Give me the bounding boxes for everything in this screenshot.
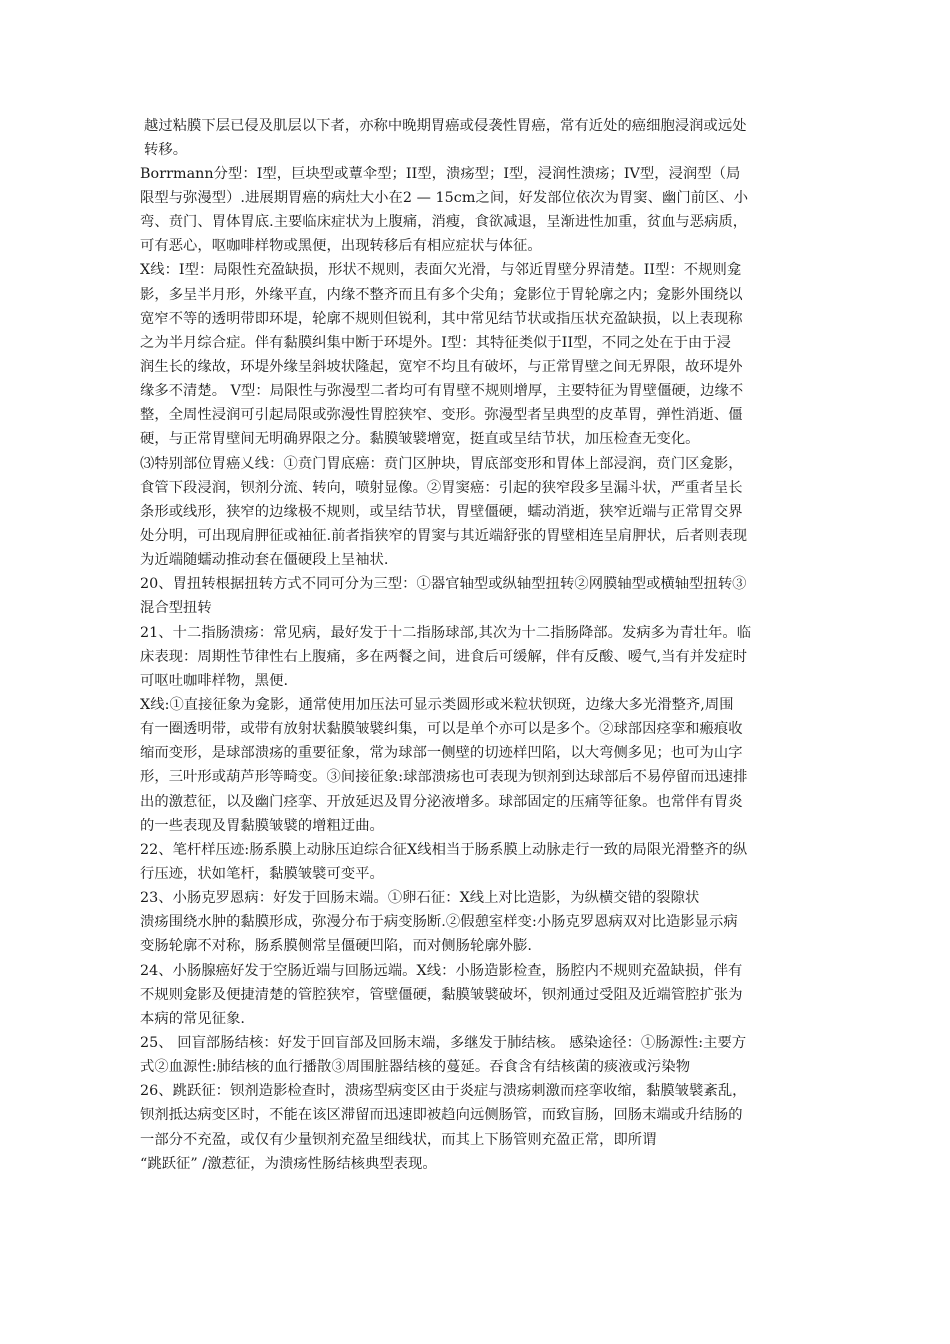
text-line: 处分明，可出现肩胛征或袖征.前者指狭窄的胃窦与其近端舒张的胃壁相连呈肩胛状，后者则表现 xyxy=(140,528,748,544)
text-line: 23、小肠克罗恩病：好发于回肠末端。①卵石征：X线上对比造影，为纵横交错的裂隙状 xyxy=(140,890,700,906)
text-line: 润生长的缘故，环堤外缘呈斜坡状隆起，宽窄不均且有破坏，与正常胃壁之间无界限，故环堤外 xyxy=(140,359,743,375)
text-line: 可呕吐咖啡样物，黑便. xyxy=(140,673,289,689)
text-line: 缩而变形，是球部溃疡的重要征象，常为球部一侧壁的切迹样凹陷，以大弯侧多见；也可为山字 xyxy=(140,745,743,761)
text-line: 之为半月综合症。伴有黏膜纠集中断于环堤外。I型：其特征类似于II型，不同之处在于由于浸 xyxy=(140,335,731,351)
text-line: 整，全周性浸润可引起局限或弥漫性胃腔狭窄、变形。弥漫型者呈典型的皮革胃，弹性消逝、僵 xyxy=(140,407,743,423)
text-line: 限型与弥漫型）.进展期胃癌的病灶大小在2 — 15cm之间，好发部位依次为胃窦、幽门前区、小 xyxy=(140,190,749,206)
text-line: 22、笔杆样压迹:肠系膜上动脉压迫综合征X线相当于肠系膜上动脉走行一致的局限光滑整齐的纵 xyxy=(140,842,748,858)
text-line: 26、跳跃征：钡剂造影检查时，溃疡型病变区由于炎症与溃疡刺激而痉挛收缩，黏膜皱襞紊乱， xyxy=(140,1083,747,1099)
text-line: 24、小肠腺癌好发于空肠近端与回肠远端。X线：小肠造影检查，肠腔内不规则充盈缺损，伴有 xyxy=(140,963,743,979)
text-line: 缘多不清楚。 V型：局限性与弥漫型二者均可有胃壁不规则增厚，主要特征为胃壁僵硬，边缘不 xyxy=(140,383,744,399)
text-line: 出的激惹征，以及幽门痉挛、开放延迟及胃分泌液增多。球部固定的压痛等征象。也常伴有胃炎 xyxy=(140,794,743,810)
text-line: 溃疡围绕水肿的黏膜形成，弥漫分布于病变肠断.②假憩室样变:小肠克罗恩病双对比造影显示病 xyxy=(140,914,738,930)
text-line: 有一圈透明带，或带有放射状黏膜皱襞纠集，可以是单个亦可以是多个。②球部因痉挛和瘢痕收 xyxy=(140,721,743,737)
text-line: 21、十二指肠溃疡：常见病，最好发于十二指肠球部,其次为十二指肠降部。发病多为青壮年。临 xyxy=(140,625,752,641)
text-line: 变肠轮廓不对称，肠系膜侧常呈僵硬凹陷，而对侧肠轮廓外膨. xyxy=(140,938,532,954)
text-line: 钡剂抵达病变区时，不能在该区滞留而迅速即被趋向远侧肠管，而致盲肠，回肠末端或升结肠的 xyxy=(140,1107,743,1123)
text-line: 硬，与正常胃壁间无明确界限之分。黏膜皱襞增宽，挺直或呈结节状，加压检查无变化。 xyxy=(140,431,700,447)
text-line: 床表现：周期性节律性右上腹痛，多在两餐之间，进食后可缓解，伴有反酸、嗳气,当有并发症时 xyxy=(140,649,748,665)
text-line: 宽窄不等的透明带即环堤，轮廓不规则但锐利，其中常见结节状或指压状充盈缺损，以上表现称 xyxy=(140,311,743,327)
text-line: 25、 回盲部肠结核：好发于回盲部及回肠末端，多继发于肺结核。 感染途径：①肠源性:主要方 xyxy=(140,1035,747,1051)
text-line: 形，三叶形或葫芦形等畸变。③间接征象:球部溃疡也可表现为钡剂到达球部后不易停留而迅速排 xyxy=(140,769,748,785)
text-line: 条形或线形，狭窄的边缘极不规则，或呈结节状，胃壁僵硬，蠕动消逝，狭窄近端与正常胃交界 xyxy=(140,504,743,520)
text-line: 食管下段浸润，钡剂分流、转向，喷射显像。②胃窦癌：引起的狭窄段多呈漏斗状，严重者呈长 xyxy=(140,480,743,496)
text-line: 不规则龛影及便捷清楚的管腔狭窄，管壁僵硬，黏膜皱襞破坏，钡剂通过受阻及近端管腔扩张为 xyxy=(140,987,743,1003)
text-line: 影，多呈半月形，外缘平直，内缘不整齐而且有多个尖角；龛影位于胃轮廓之内；龛影外围绕以 xyxy=(140,287,743,303)
text-line: ⑶特别部位胃癌乂线：①贲门胃底癌：贲门区肿块，胃底部变形和胃体上部浸润，贲门区龛影， xyxy=(140,456,743,472)
text-line: 越过粘膜下层已侵及肌层以下者，亦称中晚期胃癌或侵袭性胃癌，常有近处的癌细胞浸润或远处 xyxy=(144,118,747,134)
text-line: 行压迹，状如笔杆，黏膜皱襞可变平。 xyxy=(140,866,384,882)
text-line: 式②血源性:肺结核的血行播散③周围脏器结核的蔓延。吞食含有结核菌的痰液或污染物 xyxy=(140,1059,691,1075)
text-line: 可有恶心，呕咖啡样物或黑便，出现转移后有相应症状与体征。 xyxy=(140,238,542,254)
text-line: 的一些表现及胃黏膜皱襞的增粗迂曲。 xyxy=(140,818,384,834)
text-line: 为近端随蠕动推动套在僵硬段上呈袖状. xyxy=(140,552,389,568)
text-line: X线：I型：局限性充盈缺损，形状不规则，表面欠光滑，与邻近胃壁分界清楚。II型：不规则龛 xyxy=(140,262,742,278)
text-line: 弯、贲门、胃体胃底.主要临床症状为上腹痛，消瘦，食欲减退，呈渐进性加重，贫血与恶病质， xyxy=(140,214,748,230)
text-line: X线:①直接征象为龛影，通常使用加压法可显示类圆形或米粒状钡斑，边缘大多光滑整齐,周围 xyxy=(140,697,734,713)
text-line: 混合型扭转 xyxy=(140,600,212,616)
text-line: Borrmann分型：I型，巨块型或蕈伞型；II型，溃疡型；I型，浸润性溃疡；IV型，浸润型（局 xyxy=(140,166,741,182)
text-line: 转移。 xyxy=(144,142,188,158)
text-line: “跳跃征” /激惹征，为溃疡性肠结核典型表现。 xyxy=(140,1156,437,1172)
text-line: 20、胃扭转根据扭转方式不同可分为三型：①器官轴型或纵轴型扭转②网膜轴型或横轴型扭转③ xyxy=(140,576,747,592)
text-line: 本病的常见征象. xyxy=(140,1011,246,1027)
text-line: 一部分不充盈，或仅有少量钡剂充盈呈细线状，而其上下肠管则充盈正常，即所谓 xyxy=(140,1132,657,1148)
